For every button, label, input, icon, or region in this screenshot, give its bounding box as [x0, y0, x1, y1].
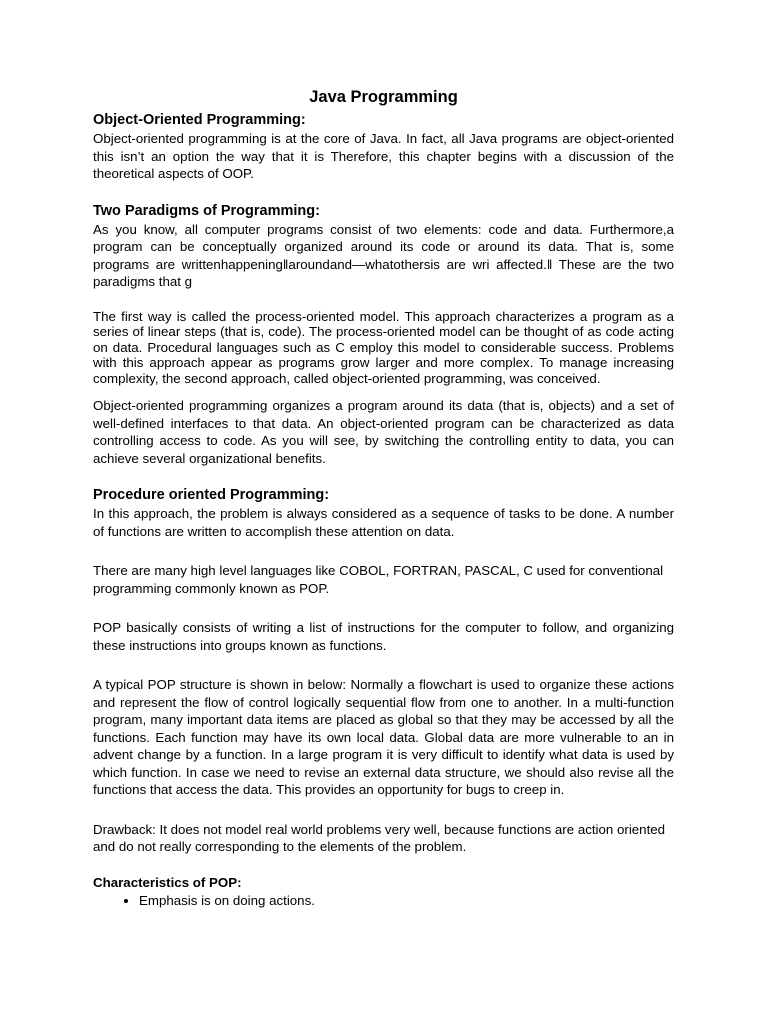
paragraph-pop-3: POP basically consists of writing a list of instructions for the computer to follow, and organizing these instructions into groups known as functions. [93, 620, 674, 653]
paragraph-pop-drawback: Drawback: It does not model real world problems very well, because functions are action oriented and do not really corresponding to the elements of the problem. [93, 821, 666, 855]
heading-two-paradigms: Two Paradigms of Programming: [93, 202, 320, 219]
paragraph-paradigms-2: The first way is called the process-oriented model. This approach characterizes a program as a series of linear steps (that is, code). The process-oriented model can be thought of as code acting on data. Procedural languages such as C employ this model to considerable success. Problems with this approach appear as programs grow larger and more complex. To manage increasing complexity, the second approach, called object-oriented programming, was conceived. [93, 308, 674, 386]
paragraph-paradigms-1: As you know, all computer programs consist of two elements: code and data. Furthermore,a program can be conceptually organized around its code or around its data. That is, some programs are writtenhappening‖aroundand—whatothersis are wri affected.‖ These are the two paradigms that g [93, 221, 674, 289]
paragraph-paradigms-3: Object-oriented programming organizes a program around its data (that is, objects) and a set of well-defined interfaces to that data. An object-oriented program can be characterized as data controlling access to code. As you will see, by switching the controlling entity to data, you can achieve several organizational benefits. [93, 398, 674, 466]
paragraph-pop-2: There are many high level languages like COBOL, FORTRAN, PASCAL, C used for conventional programming commonly known as POP. [93, 563, 664, 596]
document-title: Java Programming [309, 88, 458, 106]
heading-pop: Procedure oriented Programming: [93, 487, 330, 504]
heading-oop: Object-Oriented Programming: [93, 112, 306, 128]
list-item: • Emphasis is on doing actions. [139, 891, 674, 911]
paragraph-pop-1: In this approach, the problem is always considered as a sequence of tasks to be done. A number of functions are written to accomplish these attention on data. [93, 506, 674, 539]
characteristics-list [93, 891, 674, 911]
paragraph-pop-4: A typical POP structure is shown in below: Normally a flowchart is used to organize these actions and represent the flow of control logically sequential flow from one to another. In a multi-function program, many important data items are placed as global so that they may be accessed by all the functions. Each function may have its own local data. Global data are more vulnerable to an in advent change by a function. In a large program it is very difficult to identify what data is used by which function. In case we need to revise an external data structure, we should also revise all the functions that access the data. This provides an opportunity for bugs to creep in. [93, 677, 674, 798]
heading-characteristics: Characteristics of POP: [93, 874, 242, 890]
paragraph-oop-intro: Object-oriented programming is at the core of Java. In fact, all Java programs are object-oriented this isn’t an option the way that it is Therefore, this chapter begins with a discussion of the theoretical aspects of OOP. [93, 131, 674, 181]
